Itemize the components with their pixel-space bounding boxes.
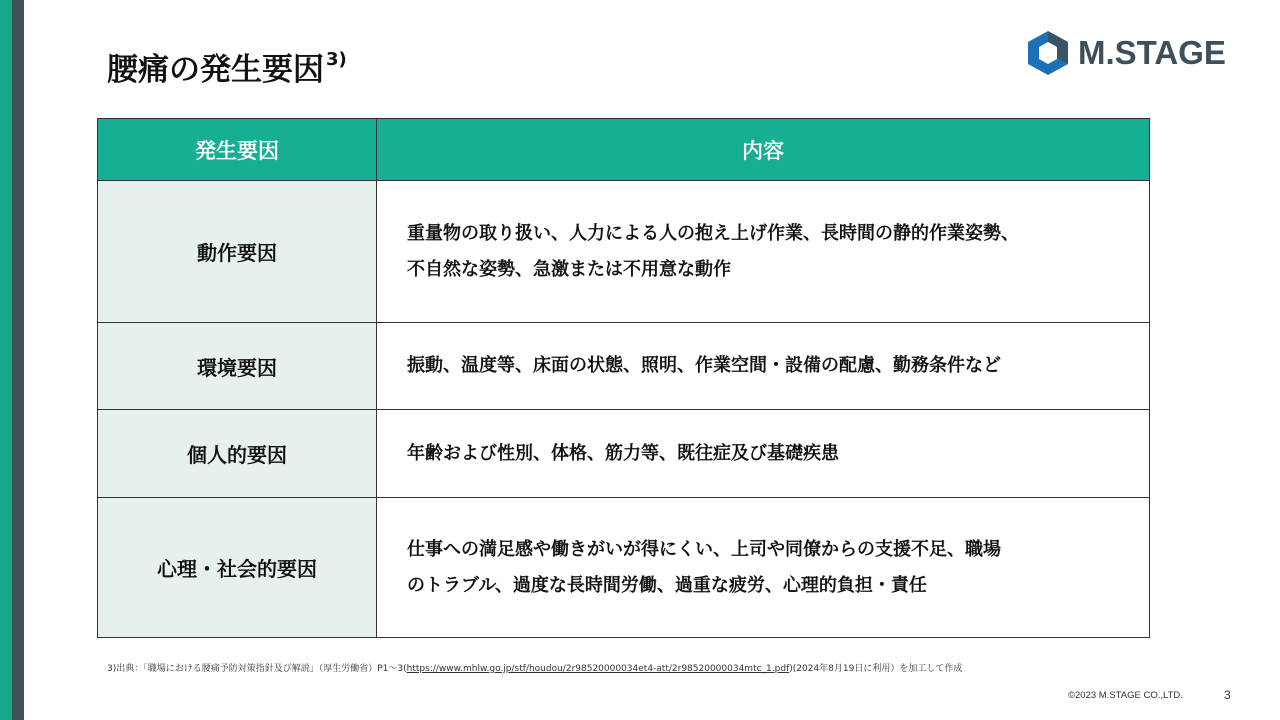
content-cell [377, 498, 1150, 638]
slide-title [107, 44, 347, 89]
factor-cell: 個人的要因 [98, 410, 377, 498]
factor-cell: 動作要因 [98, 181, 377, 323]
table-row [98, 181, 1150, 323]
copyright: ©2023 M.STAGE CO.,LTD. [1068, 690, 1183, 701]
footnote-suffix: )(2024年8月19日に利用）を加工して作成 [789, 664, 963, 674]
page-number: 3 [1224, 688, 1231, 702]
table-header-row [98, 119, 1150, 181]
header-factor: 発生要因 [98, 119, 377, 181]
table-row [98, 323, 1150, 410]
source-footnote [107, 661, 962, 674]
factors-table [97, 118, 1150, 638]
content-cell [377, 181, 1150, 323]
side-accent-bar-green [0, 0, 12, 720]
side-accent-bar-gray [12, 0, 24, 720]
slide-title-text: 腰痛の発生要因 [107, 52, 324, 88]
source-link[interactable]: https://www.mhlw.go.jp/stf/houdou/2r98520000034et4-att/2r98520000034mtc_1.pdf [406, 664, 790, 674]
factor-cell: 環境要因 [98, 323, 377, 410]
table-row [98, 410, 1150, 498]
logo-mark-icon [1026, 30, 1070, 76]
content-line: 振動、温度等、床面の状態、照明、作業空間・設備の配慮、勤務条件など [407, 355, 1001, 376]
content-cell [377, 410, 1150, 498]
content-line: 不自然な姿勢、急激または不用意な動作 [407, 258, 731, 280]
table-row [98, 498, 1150, 638]
content-line: 仕事への満足感や働きがいが得にくい、上司や同僚からの支援不足、職場 [407, 538, 1001, 560]
company-logo [1026, 30, 1226, 76]
footnote-prefix: 3)出典：「職場における腰痛予防対策指針及び解説」（厚生労働省）P1～3( [107, 664, 407, 674]
logo-text: M.STAGE [1078, 34, 1226, 71]
content-line: のトラブル、過度な長時間労働、過重な疲労、心理的負担・責任 [407, 574, 927, 596]
title-footnote-ref: 3) [326, 48, 347, 70]
factor-cell: 心理・社会的要因 [98, 498, 377, 638]
content-line: 重量物の取り扱い、人力による人の抱え上げ作業、長時間の静的作業姿勢、 [407, 222, 1019, 244]
content-line: 年齢および性別、体格、筋力等、既往症及び基礎疾患 [407, 442, 839, 464]
header-content: 内容 [377, 119, 1150, 181]
content-cell [377, 323, 1150, 410]
